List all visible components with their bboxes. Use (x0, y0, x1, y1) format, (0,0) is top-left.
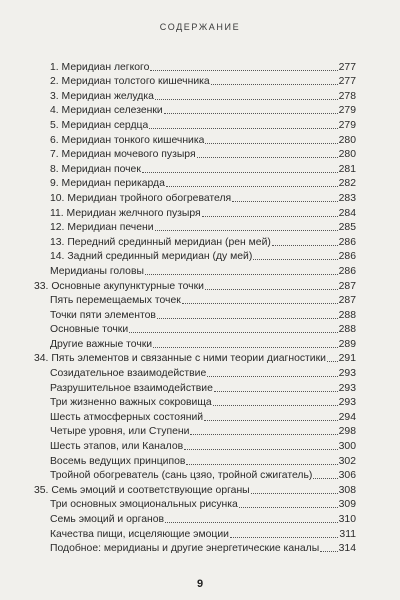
toc-entry-page: 277 (338, 76, 356, 88)
toc-entry-page: 288 (338, 309, 356, 321)
dot-leader (213, 405, 338, 406)
toc-entry-page: 287 (338, 280, 356, 292)
dot-leader (207, 376, 337, 377)
toc-entry-title: Подобное: меридианы и другие энергетические каналы (50, 543, 320, 555)
toc-entry-title: 2. Меридиан толстого кишечника (50, 76, 210, 88)
dot-leader (253, 259, 337, 260)
toc-entry-title: 13. Передний срединный меридиан (рен мей) (50, 236, 271, 248)
page-number: 9 (196, 578, 204, 590)
toc-entry-title: 11. Меридиан желчного пузыря (50, 207, 201, 219)
toc-entry-page: 314 (338, 543, 356, 555)
toc-entry-page: 293 (338, 368, 356, 380)
toc-entry-title: 3. Меридиан желудка (50, 90, 154, 102)
dot-leader (202, 216, 338, 217)
toc-entry (34, 365, 356, 380)
dot-leader (320, 551, 337, 552)
toc-entry-page: 302 (338, 455, 356, 467)
toc-entry-title: 5. Меридиан сердца (50, 119, 149, 131)
toc-entry (34, 117, 356, 132)
dot-leader (272, 245, 338, 246)
toc-entry-title: 8. Меридиан почек (50, 163, 141, 175)
dot-leader (230, 537, 338, 538)
toc-entry-title: 14. Задний срединный меридиан (ду мей) (50, 251, 253, 263)
dot-leader (313, 478, 337, 479)
dot-leader (214, 391, 338, 392)
toc-entry-title: Созидательное взаимодействие (50, 368, 207, 380)
dot-leader (153, 347, 338, 348)
toc-entry-title: Основные точки (50, 324, 129, 336)
dot-leader (197, 157, 338, 158)
toc-entry-page: 293 (338, 397, 356, 409)
toc-entry-title: Шесть этапов, или Каналов (50, 441, 184, 453)
toc-entry-title: Разрушительное взаимодействие (50, 382, 213, 394)
toc-entry-title: Точки пяти элементов (50, 309, 156, 321)
toc-entry (34, 147, 356, 162)
toc-entry (34, 541, 356, 556)
dot-leader (166, 186, 338, 187)
toc-entry (34, 395, 356, 410)
toc-entry (34, 322, 356, 337)
dot-leader (142, 172, 338, 173)
dot-leader (145, 274, 338, 275)
page-title: СОДЕРЖАНИЕ (159, 22, 241, 32)
dot-leader (239, 507, 338, 508)
toc-entry (34, 205, 356, 220)
dot-leader (129, 332, 338, 333)
dot-leader (205, 143, 337, 144)
toc-entry (34, 161, 356, 176)
toc-entry (34, 307, 356, 322)
toc-entry-page: 281 (338, 163, 356, 175)
toc-entry-title: Пять перемещаемых точек (50, 295, 181, 307)
toc-entry-page: 278 (338, 90, 356, 102)
toc-entry-page: 309 (338, 499, 356, 511)
dot-leader (211, 84, 338, 85)
toc-entry (34, 438, 356, 453)
toc-entry-page: 294 (338, 411, 356, 423)
toc-entry (34, 234, 356, 249)
toc-entry-title: Другие важные точки (50, 338, 153, 350)
toc-entry-page: 291 (338, 353, 356, 365)
toc-entry-page: 288 (338, 324, 356, 336)
toc-entry (34, 293, 356, 308)
dot-leader (184, 449, 338, 450)
toc-entry-title: 1. Меридиан легкого (50, 61, 150, 73)
toc-entry-title: Шесть атмосферных состояний (50, 411, 204, 423)
dot-leader (204, 420, 338, 421)
toc-entry-page: 280 (338, 134, 356, 146)
toc-entry (34, 380, 356, 395)
toc-entry-page: 293 (338, 382, 356, 394)
dot-leader (190, 434, 337, 435)
toc-entry (34, 409, 356, 424)
toc-entry-title: Три основных эмоциональных рисунка (50, 499, 238, 511)
toc-entry (34, 482, 356, 497)
toc-entry (34, 497, 356, 512)
toc-entry-page: 277 (338, 61, 356, 73)
dot-leader (165, 522, 338, 523)
dot-leader (186, 464, 337, 465)
toc-entry-page: 298 (338, 426, 356, 438)
toc-entry-title: Семь эмоций и органов (50, 514, 165, 525)
toc-entry-title: 12. Меридиан печени (50, 222, 154, 234)
toc-entry (34, 190, 356, 205)
toc-entry-title: 33. Основные акупунктурные точки (34, 280, 204, 292)
toc-entry-page: 279 (338, 119, 356, 131)
toc-entry (34, 74, 356, 89)
dot-leader (251, 493, 338, 494)
toc-entry-title: Четыре уровня, или Ступени (50, 426, 190, 438)
toc-entry-page: 311 (339, 528, 356, 540)
dot-leader (155, 230, 338, 231)
toc-entry (34, 526, 356, 541)
dot-leader (327, 361, 338, 362)
toc-entry (34, 351, 356, 366)
toc-entry-page: 300 (338, 441, 356, 453)
toc-entry (34, 453, 356, 468)
toc-entry-page: 286 (338, 265, 356, 277)
toc-entry-page: 308 (338, 484, 356, 496)
toc-entry (34, 336, 356, 351)
toc-entry-title: 6. Меридиан тонкого кишечника (50, 134, 205, 146)
toc-entry (34, 511, 356, 526)
toc-entry (34, 103, 356, 118)
toc-entry-page: 286 (338, 236, 356, 248)
dot-leader (182, 303, 338, 304)
dot-leader (155, 99, 338, 100)
toc-entry (34, 424, 356, 439)
toc-entry-title: 9. Меридиан перикарда (50, 178, 165, 190)
toc-entry-title: Три жизненно важных сокровища (50, 397, 212, 409)
toc-entry (34, 59, 356, 74)
toc-entry (34, 220, 356, 235)
toc-entry-title: Качества пищи, исцеляющие эмоции (50, 528, 229, 540)
toc-entry (34, 278, 356, 293)
toc-entry-page: 286 (338, 251, 356, 263)
toc-entry (34, 263, 356, 278)
toc-entry-title: 7. Меридиан мочевого пузыря (50, 149, 196, 161)
toc-entry-page: 284 (338, 207, 356, 219)
toc-entry-page: 287 (338, 295, 356, 307)
toc-entry (34, 132, 356, 147)
toc-entry (34, 88, 356, 103)
toc-entry (34, 468, 356, 483)
dot-leader (157, 318, 338, 319)
toc-entry-page: 283 (338, 192, 356, 204)
dot-leader (149, 128, 337, 129)
toc-entry-title: Тройной обогреватель (сань цзяо, тройной сжигатель) (50, 470, 313, 482)
dot-leader (232, 201, 337, 202)
toc-entry-page: 289 (338, 338, 356, 350)
dot-leader (164, 113, 338, 114)
toc-entry (34, 249, 356, 264)
toc-entry-title: 35. Семь эмоций и соответствующие органы (34, 484, 250, 496)
toc-entry-page: 310 (338, 514, 356, 525)
toc-entry-page: 306 (338, 470, 356, 482)
toc-entry-title: Восемь ведущих принципов (50, 455, 186, 467)
dot-leader (150, 70, 337, 71)
toc-entry-page: 282 (338, 178, 356, 190)
toc-entry-page: 280 (338, 149, 356, 161)
toc-entry-page: 285 (338, 222, 356, 234)
toc-entry-page: 279 (338, 105, 356, 117)
toc-entry-title: 10. Меридиан тройного обогревателя (50, 192, 232, 204)
toc-entry (34, 176, 356, 191)
toc-entry-title: Меридианы головы (50, 265, 144, 277)
toc-entry-title: 4. Меридиан селезенки (50, 105, 163, 117)
toc-entry-title: 34. Пять элементов и связанные с ними теории диагностики (34, 353, 326, 365)
table-of-contents (34, 59, 356, 555)
dot-leader (205, 289, 338, 290)
